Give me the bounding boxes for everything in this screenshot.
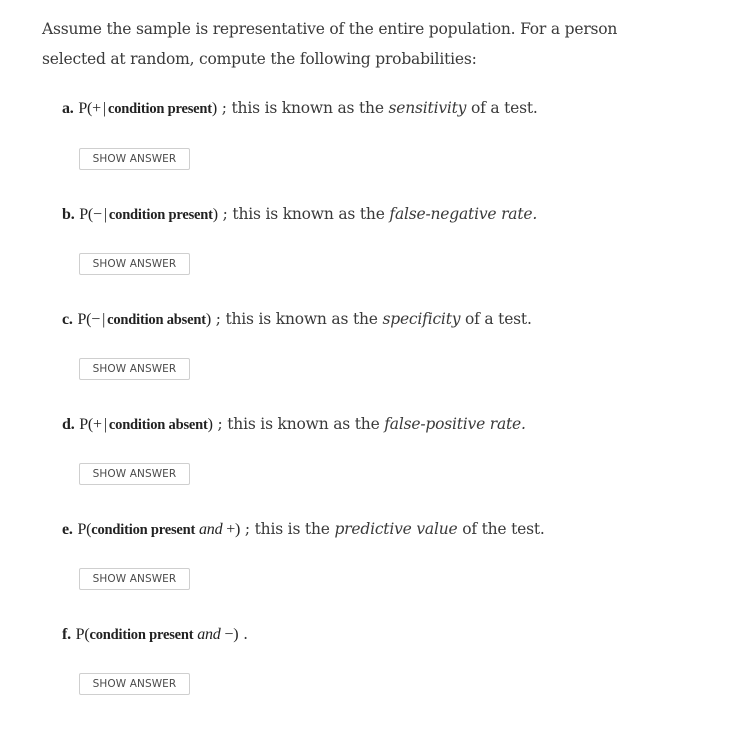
question-text-before: ; this is the xyxy=(240,520,335,538)
prob-close: ) xyxy=(205,311,211,328)
question-e xyxy=(62,520,545,539)
given-bar: | xyxy=(103,416,107,433)
question-b xyxy=(62,205,537,224)
prob-prefix: P( xyxy=(77,521,92,538)
given-bar: | xyxy=(102,311,106,328)
condition-text: condition present xyxy=(89,627,194,643)
probability-expression xyxy=(76,626,239,643)
prob-prefix: P(+ xyxy=(78,100,101,117)
probability-expression xyxy=(79,206,218,223)
probability-expression xyxy=(78,100,217,117)
probability-expression xyxy=(77,521,240,538)
question-emphasis: specificity xyxy=(382,310,461,328)
prob-close: ) xyxy=(211,100,218,117)
probability-expression xyxy=(79,416,213,433)
probability-expression xyxy=(77,311,211,328)
and-word: and xyxy=(198,521,223,538)
condition-text: condition present xyxy=(108,101,212,117)
show-answer-button-f[interactable]: SHOW ANSWER xyxy=(79,673,190,695)
show-answer-button-a[interactable]: SHOW ANSWER xyxy=(79,148,190,170)
condition-text: condition absent xyxy=(107,312,206,328)
question-text-before: ; this is known as the xyxy=(217,99,389,117)
question-label: c. xyxy=(62,311,73,328)
show-answer-button-e[interactable]: SHOW ANSWER xyxy=(79,568,190,590)
prob-close: ) xyxy=(233,626,239,643)
question-emphasis: sensitivity xyxy=(388,99,467,117)
question-text-after: of a test. xyxy=(466,99,538,117)
question-label: b. xyxy=(62,206,75,223)
question-emphasis: predictive value xyxy=(334,520,458,538)
question-text-before: ; this is known as the xyxy=(210,310,383,328)
question-label: a. xyxy=(62,100,74,117)
question-label: d. xyxy=(62,416,75,433)
prob-prefix: P(− xyxy=(79,206,102,223)
prob-prefix: P(− xyxy=(77,311,101,328)
question-text-after: of the test. xyxy=(457,520,545,538)
prob-prefix: P(+ xyxy=(79,416,102,433)
sign: + xyxy=(226,521,236,538)
condition-text: condition present xyxy=(91,522,196,538)
question-text-after: of a test. xyxy=(460,310,532,328)
show-answer-button-d[interactable]: SHOW ANSWER xyxy=(79,463,190,485)
given-bar: | xyxy=(103,206,107,223)
question-c xyxy=(62,310,532,329)
prob-close: ) xyxy=(212,206,218,223)
condition-text: condition present xyxy=(108,207,213,223)
sign: − xyxy=(224,626,234,643)
question-text-before: . xyxy=(238,625,248,643)
question-a xyxy=(62,99,538,118)
question-emphasis: false-positive rate. xyxy=(384,415,526,433)
show-answer-button-b[interactable]: SHOW ANSWER xyxy=(79,253,190,275)
and-word: and xyxy=(197,626,221,643)
given-bar: | xyxy=(103,100,107,117)
question-f xyxy=(62,625,248,644)
prob-close: ) xyxy=(235,521,241,538)
prob-prefix: P( xyxy=(75,626,90,643)
intro-paragraph: Assume the sample is representative of the entire population. For a person selected at random, compute the following probabilities: xyxy=(42,20,618,68)
question-text-before: ; this is known as the xyxy=(212,415,385,433)
question-emphasis: false-negative rate. xyxy=(389,205,538,223)
question-label: f. xyxy=(62,626,71,643)
question-label: e. xyxy=(62,521,73,538)
prob-close: ) xyxy=(207,416,213,433)
question-d xyxy=(62,415,526,434)
question-text-before: ; this is known as the xyxy=(217,205,390,223)
condition-text: condition absent xyxy=(108,417,208,433)
show-answer-button-c[interactable]: SHOW ANSWER xyxy=(79,358,190,380)
